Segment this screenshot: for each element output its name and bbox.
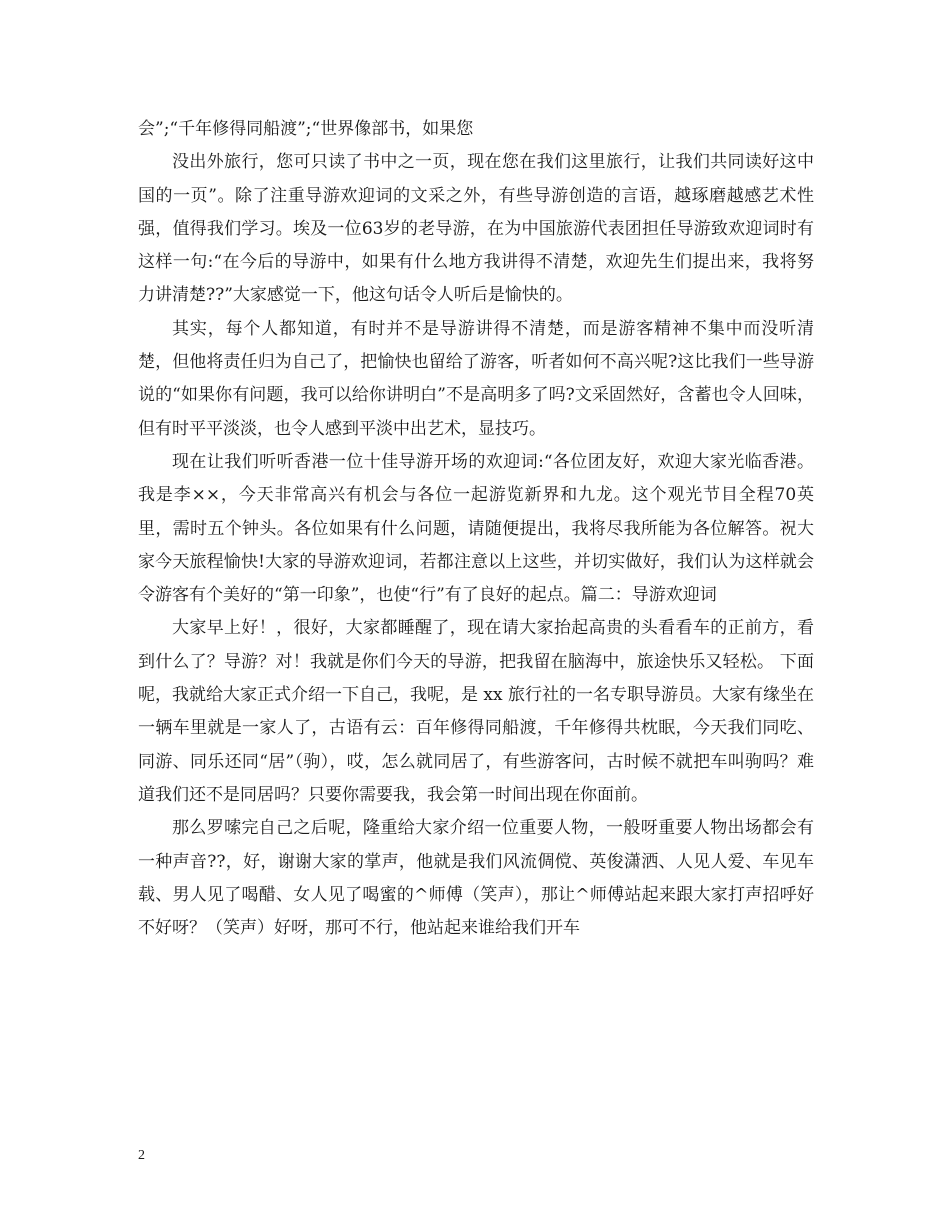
page-number: 2 [138, 1148, 145, 1163]
paragraph: 其实，每个人都知道，有时并不是导游讲得不清楚，而是游客精神不集中而没听清楚，但他将责任归为自己了，把愉快也留给了游客，听者如何不高兴呢?这比我们一些导游说的“如果你有问题，我可以给你讲明白”不是高明多了吗?文采固然好，含蓄也令人回味，但有时平平淡淡，也令人感到平淡中出艺术，显技巧。 [138, 318, 814, 439]
body-text [138, 113, 814, 945]
paragraph-continuation: 会”;“千年修得同船渡”;“世界像部书，如果您 [138, 119, 474, 139]
paragraph: 现在让我们听听香港一位十佳导游开场的欢迎词:“各位团友好，欢迎大家光临香港。我是李××，今天非常高兴有机会与各位一起游览新界和九龙。这个观光节目全程70英里，需时五个钟头。各位如果有什么问题，请随便提出，我将尽我所能为各位解答。祝大家今天旅程愉快!大家的导游欢迎词，若都注意以上这些，并切实做好，我们认为这样就会令游客有个美好的“第一印象”，也使“行”有了良好的起点。篇二：导游欢迎词 [138, 451, 814, 606]
paragraph: 那么罗嗦完自己之后呢，隆重给大家介绍一位重要人物，一般呀重要人物出场都会有一种声音??，好，谢谢大家的掌声，他就是我们风流倜傥、英俊潇洒、人见人爱、车见车载、男人见了喝醋、女人见了喝蜜的^师傅（笑声），那让^师傅站起来跟大家打声招呼好不好呀？（笑声）好呀，那可不行，他站起来谁给我们开车 [138, 818, 814, 939]
paragraph: 没出外旅行，您可只读了书中之一页，现在您在我们这里旅行，让我们共同读好这中国的一页”。除了注重导游欢迎词的文采之外，有些导游创造的言语，越琢磨越感艺术性强，值得我们学习。埃及一位63岁的老导游，在为中国旅游代表团担任导游致欢迎词时有这样一句:“在今后的导游中，如果有什么地方我讲得不清楚，欢迎先生们提出来，我将努力讲清楚??”大家感觉一下，他这句话令人听后是愉快的。 [138, 152, 814, 306]
paragraph: 大家早上好！，很好，大家都睡醒了，现在请大家抬起高贵的头看看车的正前方，看到什么了？导游？对！我就是你们今天的导游，把我留在脑海中，旅途快乐又轻松。 下面呢，我就给大家正式介绍一下自己，我呢，是 xx 旅行社的一名专职导游员。大家有缘坐在一辆车里就是一家人了，古语有云：百年修得同船渡，千年修得共枕眠，今天我们同吃、同游、同乐还同“居”（驹），哎，怎么就同居了，有些游客问，古时候不就把车叫驹吗？难道我们还不是同居吗？只要你需要我，我会第一时间出现在你面前。 [138, 618, 814, 805]
